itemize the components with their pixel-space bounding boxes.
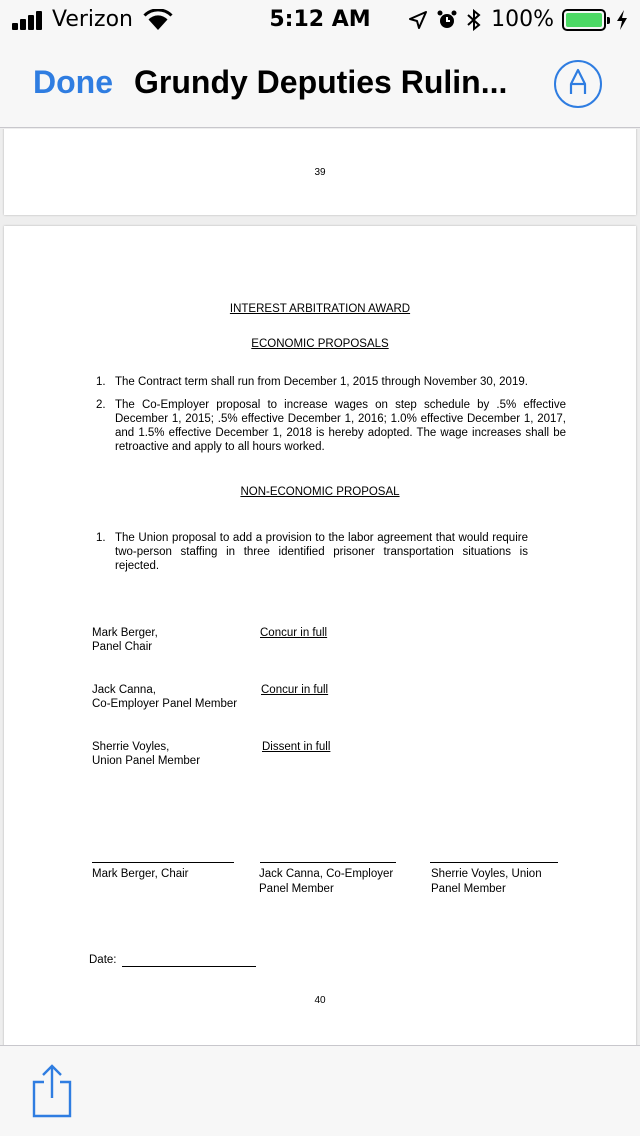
member-name: Sherrie Voyles,	[92, 741, 170, 753]
list-item	[96, 375, 566, 389]
member-role: Union Panel Member	[92, 755, 201, 767]
signature-line	[430, 862, 558, 863]
list-item	[96, 398, 566, 454]
signature-line	[260, 862, 396, 863]
member-role: Co-Employer Panel Member	[92, 698, 238, 710]
page-number: 40	[314, 995, 326, 1006]
item-text: The Contract term shall run from December 1, 2015 through November 30, 2019.	[115, 376, 528, 388]
signature-role: Panel Member	[431, 883, 506, 895]
member-name: Jack Canna,	[92, 684, 156, 696]
battery-percent: 100%	[491, 7, 554, 32]
share-icon[interactable]	[30, 1062, 74, 1118]
signature-caption	[431, 867, 542, 897]
bluetooth-icon	[467, 9, 481, 31]
signature-name: Mark Berger, Chair	[92, 868, 189, 880]
page-40	[4, 226, 636, 1045]
economic-heading: ECONOMIC PROPOSALS	[251, 338, 389, 350]
done-button[interactable]: Done	[33, 64, 113, 100]
document-title: Grundy Deputies Rulin...	[134, 64, 508, 100]
alarm-icon	[437, 10, 457, 30]
item-text: The Union proposal to add a provision to the labor agreement that would require two-person staffing in three identified prisoner transportation situations is rejected.	[115, 532, 528, 572]
award-title: INTEREST ARBITRATION AWARD	[229, 303, 411, 315]
signature-caption	[259, 867, 393, 897]
clock: 5:12 AM	[269, 7, 371, 32]
signature-role: Panel Member	[259, 883, 334, 895]
non-economic-heading: NON-ECONOMIC PROPOSAL	[240, 486, 400, 498]
item-number: 2.	[96, 399, 106, 411]
nav-bar	[0, 40, 640, 128]
date-line	[122, 966, 256, 967]
document-viewer[interactable]	[0, 129, 640, 1045]
member-name: Mark Berger,	[92, 627, 158, 639]
carrier-name: Verizon	[52, 7, 133, 32]
signature-name: Jack Canna, Co-Employer	[259, 868, 394, 880]
charging-icon	[616, 10, 628, 30]
date-label: Date:	[89, 954, 117, 966]
bottom-toolbar	[0, 1045, 640, 1136]
signature-name: Sherrie Voyles, Union	[431, 868, 542, 880]
page-39	[4, 129, 636, 215]
panel-member	[92, 740, 200, 768]
panel-member	[92, 626, 158, 654]
status-bar	[0, 0, 640, 40]
panel-member	[92, 683, 237, 711]
vote-text: Concur in full	[260, 627, 328, 639]
battery-icon	[562, 9, 606, 31]
item-number: 1.	[96, 376, 106, 388]
signature-caption	[92, 867, 189, 882]
page-number: 39	[314, 167, 326, 178]
vote-text: Concur in full	[261, 684, 329, 696]
signature-line	[92, 862, 234, 863]
list-item	[96, 531, 528, 573]
item-text: The Co-Employer proposal to increase wages on step schedule by .5% effective December 1, 2015; .5% effective December 1, 2016; 1.0% effective December 1, 2017, and 1.5% effective December 1, 2018 is hereby adopted. The wage increases shall be retroactive and apply to all hours worked.	[115, 399, 566, 453]
location-icon	[409, 11, 427, 29]
item-number: 1.	[96, 532, 106, 544]
vote-text: Dissent in full	[262, 741, 331, 753]
markup-pen-icon[interactable]	[554, 60, 602, 108]
member-role: Panel Chair	[92, 641, 153, 653]
